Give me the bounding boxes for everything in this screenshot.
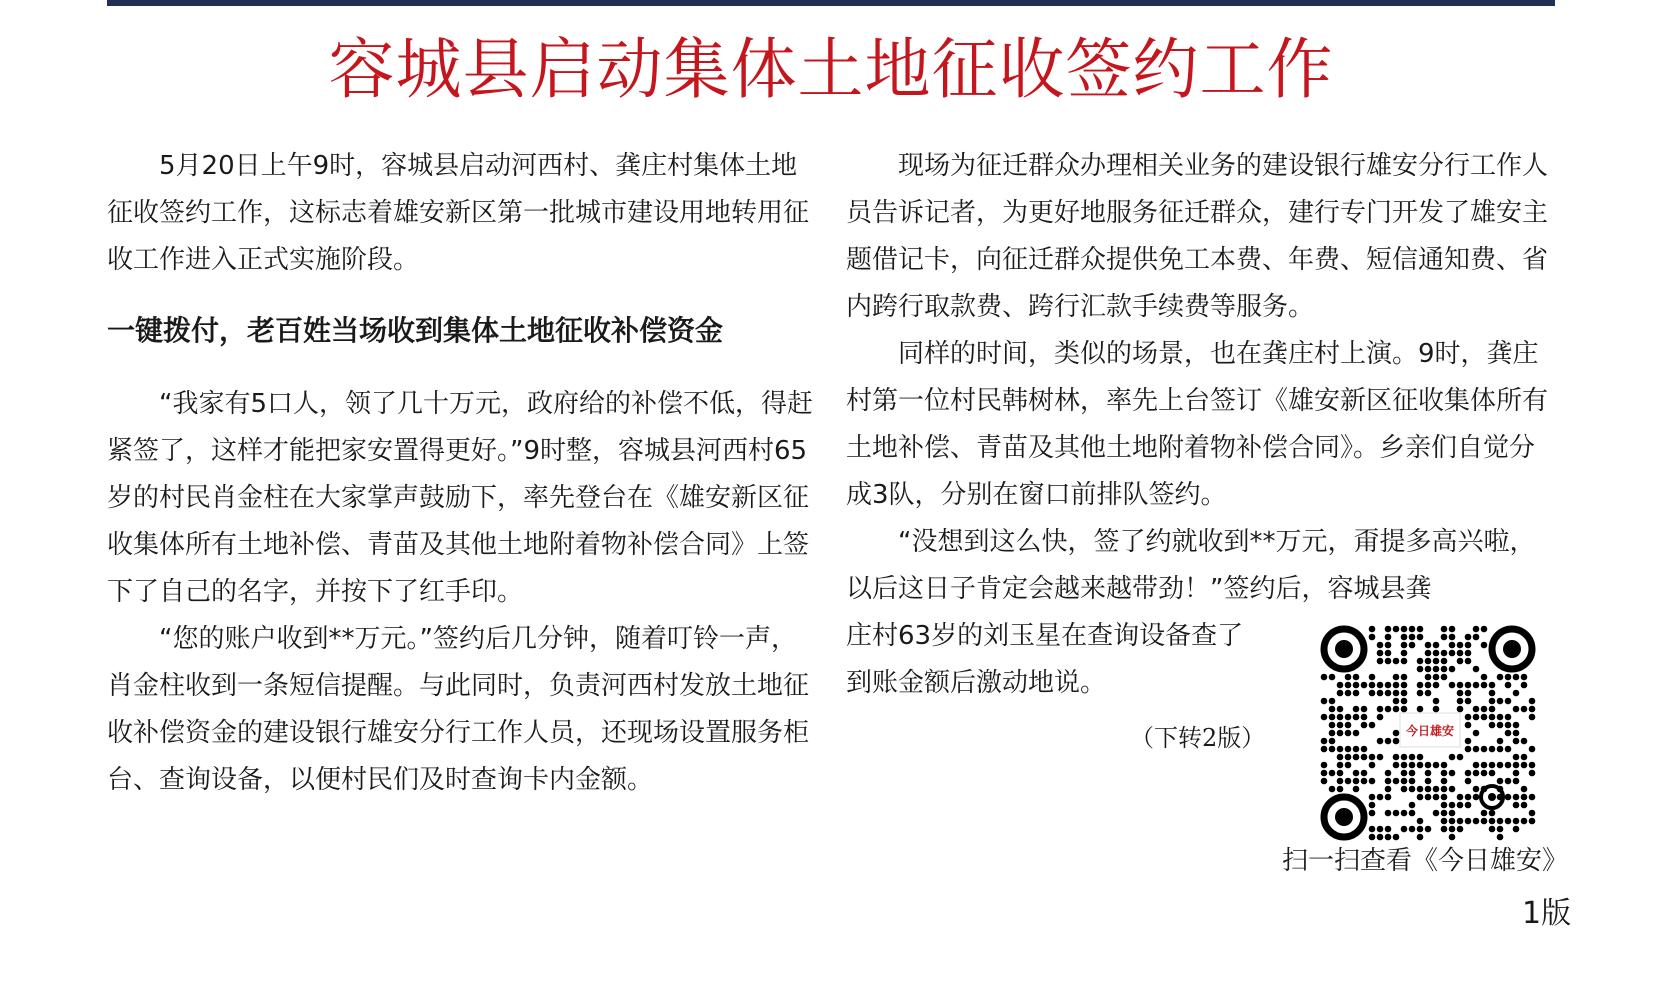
qr-caption: 扫一扫查看《今日雄安》 — [1282, 846, 1569, 876]
paragraph: 5月20日上午9时，容城县启动河西村、龚庄村集体土地征收签约工作，这标志着雄安新区第一批城市建设用地转用征收工作进入正式实施阶段。 — [107, 151, 810, 275]
paragraph: “我家有5口人，领了几十万元，政府给的补偿不低，得赶紧签了，这样才能把家安置得更好。”9时整，容城县河西村65岁的村民肖金柱在大家掌声鼓励下，率先登台在《雄安新区征收集体所有土地补偿、青苗及其他土地附着物补偿合同》上签下了自己的名字，并按下了红手印。 — [107, 389, 814, 607]
qr-code[interactable] — [1320, 625, 1536, 841]
right-column — [846, 143, 1558, 707]
left-column — [107, 143, 819, 804]
paragraph-continued: 到账金额后激动地说。 — [846, 668, 1107, 698]
paragraph-continued: 庄村63岁的刘玉星在查询设备查了 — [846, 621, 1244, 651]
continued-note: （下转2版） — [1130, 724, 1266, 752]
section-subhead: 一键拨付，老百姓当场收到集体土地征收补偿资金 — [107, 314, 724, 347]
page-number: 1版 — [1522, 896, 1572, 931]
qr-center-logo: 今日雄安 — [1405, 724, 1455, 738]
top-rule — [107, 0, 1555, 6]
paragraph: “您的账户收到**万元。”签约后几分钟，随着叮铃一声，肖金柱收到一条短信提醒。与此同时，负责河西村发放土地征收补偿资金的建设银行雄安分行工作人员，还现场设置服务柜台、查询设备，以便村民们及时查询卡内金额。 — [107, 624, 810, 795]
paragraph: 同样的时间，类似的场景，也在龚庄村上演。9时，龚庄村第一位村民韩树林，率先上台签订《雄安新区征收集体所有土地补偿、青苗及其他土地附着物补偿合同》。乡亲们自觉分成3队，分别在窗口前排队签约。 — [846, 339, 1549, 510]
paragraph: 现场为征迁群众办理相关业务的建设银行雄安分行工作人员告诉记者，为更好地服务征迁群众，建行专门开发了雄安主题借记卡，向征迁群众提供免工本费、年费、短信通知费、省内跨行取款费、跨行汇款手续费等服务。 — [846, 151, 1549, 322]
headline: 容城县启动集体土地征收签约工作 — [328, 31, 1334, 108]
paragraph: “没想到这么快，签了约就收到**万元，甭提多高兴啦，以后这日子肯定会越来越带劲！”签约后，容城县龚 — [846, 527, 1536, 604]
